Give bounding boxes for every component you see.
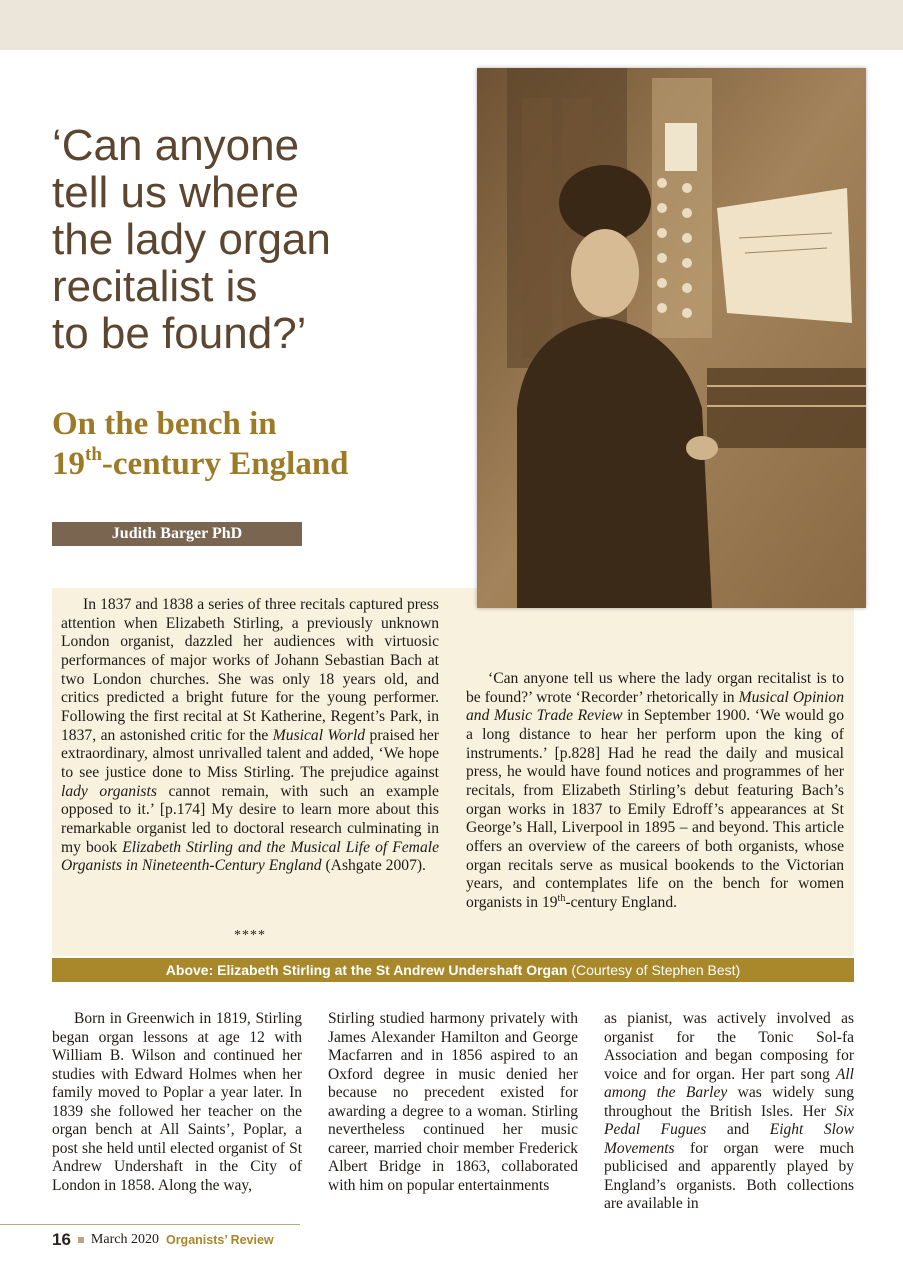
magazine-name: Organists’ Review [165,1233,274,1247]
headline-line: ‘Can anyone [52,121,300,170]
body-emphasis: Six Pedal Fugues [604,1102,854,1138]
intro-text: in September 1900. ‘We would go a long distance to hear her perform upon the king of instruments.’ [p.828] Had he read the daily and musical press, he would have found notices and programmes of her recitals, from Elizabeth Stirling’s debut featuring Bach’s organ works in 1837 to Emily Edroff’s appearances at St George’s Hall, Liverpool in 1895 – and beyond. This article offers an overview of the careers of both organists, whose organ recitals serve as musical bookends to the Victorian years, and contemplates life on the bench for women organists in 19 [466,707,844,911]
portrait-photo [477,68,866,608]
caption-bold: Above: Elizabeth Stirling at the St Andrew Undershaft Organ [165,962,568,978]
top-band [0,0,903,50]
footer-rule [0,1224,300,1225]
body-column-3 [604,1010,854,1214]
intro-text: (Ashgate 2007). [321,857,426,875]
headline-line: to be found?’ [52,309,307,358]
body-text: as pianist, was actively involved as organist for the Tonic Sol-fa Association and began composing for voice and for organ. Her part song [604,1010,854,1083]
intro-text: -century England. [565,893,678,911]
issue-date: March 2020 [90,1232,159,1247]
photo-caption [52,958,854,982]
body-text: Stirling studied harmony privately with James Alexander Hamilton and George Macfarren and in 1856 aspired to an Oxford degree in music denied her because no precedent existed for awarding a degree to a woman. Stirling nevertheless continued her music career, married choir member Frederick Albert Bridge in 1863, collaborated with him on popular entertainments [328,1010,578,1194]
page-footer [52,1229,274,1251]
intro-emphasis: Elizabeth Stirling and the Musical Life of Female Organists in Nineteenth-Century England [61,838,439,875]
intro-sup: th [557,892,566,904]
body-emphasis: Eight Slow Movements [604,1121,854,1157]
footer-square-icon [78,1237,84,1243]
headline-line: the lady organ [52,215,331,264]
pull-quote-headline [52,122,472,357]
photo-drawing [477,68,866,608]
section-separator: **** [234,928,266,943]
body-emphasis: All among the Barley [604,1065,854,1101]
author-byline: Judith Barger PhD [52,522,302,546]
subtitle-line-1: On the bench in [52,406,277,442]
article-subtitle [52,404,472,484]
headline-line: recitalist is [52,262,258,311]
headline-line: tell us where [52,168,300,217]
intro-text: ‘Can anyone tell us where the lady organ recitalist is to be found?’ wrote ‘Recorder’ rhetorically in [466,670,844,706]
body-text: Born in Greenwich in 1819, Stirling began organ lessons at age 12 with William B. Wilson and continued her studies with Edward Holmes when her family moved to Poplar a year later. In 1839 she followed her teacher on the organ bench at All Saints’, Poplar, a post she held until elected organist of St Andrew Undershaft in the City of London in 1858. Along the way, [52,1010,302,1194]
intro-text: praised her extraordinary, almost unrivalled talent and added, ‘We hope to see justice done to Miss Stirling. The prejudice against [61,726,439,781]
intro-paragraph-right [466,670,844,913]
body-column-1 [52,1010,302,1195]
intro-emphasis: Musical World [272,726,366,744]
intro-emphasis: lady organists [61,782,157,800]
page-number: 16 [52,1230,71,1249]
intro-emphasis: Musical Opinion and Music Trade Review [466,688,844,725]
subtitle-sup: th [85,444,102,465]
body-text: was widely sung throughout the British Isles. Her [604,1084,854,1120]
subtitle-line-2: -century England [101,446,349,482]
intro-text: cannot remain, with such an example opposed to it.’ [p.174] My desire to learn more about this remarkable organist led to doctoral research culminating in my book [61,782,439,856]
body-column-2 [328,1010,578,1195]
body-text: for organ were much publicised and apparently played by England’s organists. Both collections are available in [604,1139,854,1212]
intro-paragraph-left [61,596,439,876]
body-text: and [706,1121,770,1138]
subtitle-century: 19 [52,446,85,482]
intro-text: In 1837 and 1838 a series of three recitals captured press attention when Elizabeth Stirling, a previously unknown London organist, dazzled her audiences with virtuosic performances of major works of Johann Sebastian Bach at two London churches. She was only 18 years old, and critics predicted a bright future for the young performer. Following the first recital at St Katherine, Regent’s Park, in 1837, an astonished critic for the [61,596,439,744]
caption-credit: (Courtesy of Stephen Best) [567,962,741,978]
